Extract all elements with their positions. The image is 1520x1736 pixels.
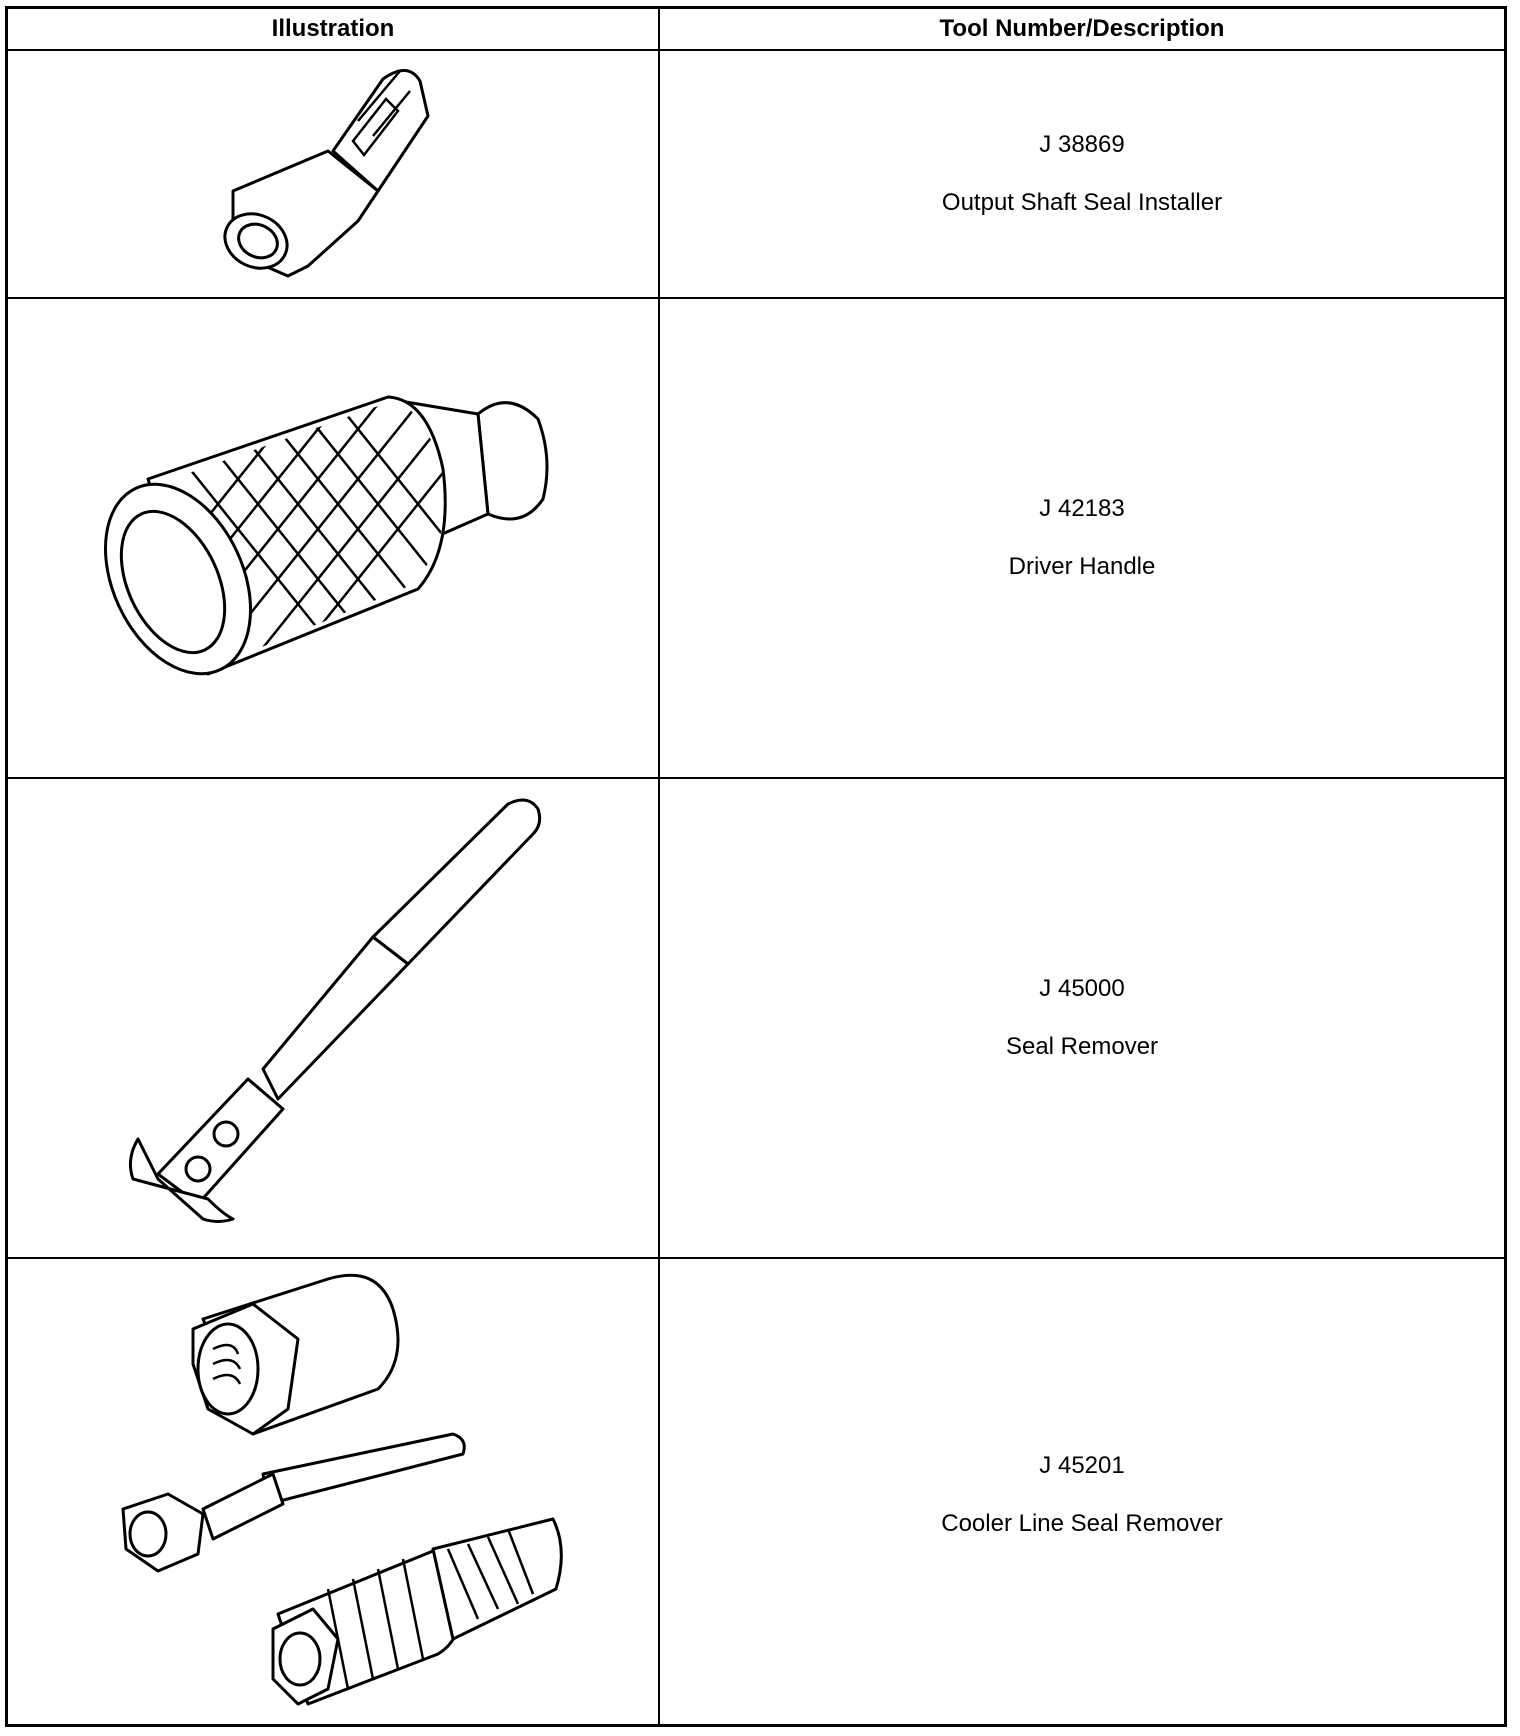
header-tool-description: Tool Number/Description bbox=[939, 15, 1225, 42]
tool-number: J 45000 bbox=[1039, 975, 1125, 1002]
table-row bbox=[8, 51, 1504, 299]
seal-remover-illustration bbox=[8, 779, 658, 1257]
tool-description: Output Shaft Seal Installer bbox=[941, 189, 1223, 216]
cooler-line-seal-remover-illustration bbox=[8, 1259, 658, 1728]
tool-number: J 38869 bbox=[1039, 131, 1125, 158]
table-row bbox=[8, 299, 1504, 779]
illustration-cell bbox=[8, 779, 658, 1257]
tool-description: Driver Handle bbox=[1008, 553, 1156, 580]
tools-table bbox=[5, 6, 1507, 1727]
illustration-cell bbox=[8, 1259, 658, 1730]
driver-handle-illustration bbox=[8, 299, 658, 777]
description-cell bbox=[660, 779, 1504, 1257]
tool-description: Cooler Line Seal Remover bbox=[941, 1509, 1223, 1537]
description-cell bbox=[660, 51, 1504, 297]
seal-installer-illustration bbox=[8, 51, 658, 297]
table-header-row bbox=[8, 9, 1504, 51]
table-row bbox=[8, 779, 1504, 1259]
tool-number: J 42183 bbox=[1039, 495, 1125, 522]
tool-description: Seal Remover bbox=[1005, 1033, 1159, 1060]
table-row bbox=[8, 1259, 1504, 1730]
description-cell bbox=[660, 299, 1504, 777]
tool-number: J 45201 bbox=[1039, 1451, 1125, 1479]
header-illustration: Illustration bbox=[271, 15, 395, 42]
illustration-cell bbox=[8, 299, 658, 777]
description-cell bbox=[660, 1259, 1504, 1730]
illustration-cell bbox=[8, 51, 658, 297]
